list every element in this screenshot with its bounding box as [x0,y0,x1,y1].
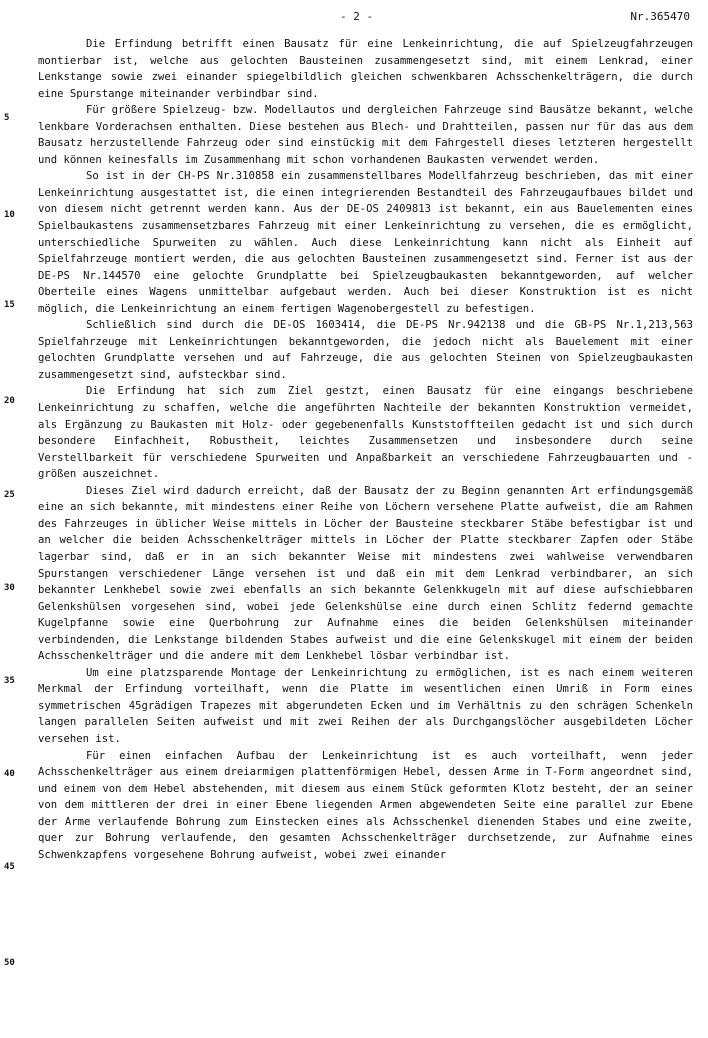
paragraph: Schließlich sind durch die DE-OS 1603414, die DE-PS Nr.942138 und die GB-PS Nr.1,213,563 Spielfahrzeuge mit Lenkeinrichtungen bekanntgeworden, die jedoch nicht als Bauelement mit einer gelochten Grundplatte versehen und auf Fahrzeuge, die aus gelochten Steinen von Spielzeugbaukasten zusammengesetzt sind, aufsteckbar sind. [38,319,693,381]
line-number: 20 [4,396,15,406]
line-number: 50 [4,958,15,968]
line-number: 40 [4,769,15,779]
line-number: 10 [4,210,15,220]
line-number: 45 [4,862,15,872]
line-number: 15 [4,300,15,310]
paragraph: Für einen einfachen Aufbau der Lenkeinrichtung ist es auch vorteilhaft, wenn jeder Achsschenkelträger aus einem dreiarmigen plattenförmigen Hebel, dessen Arme in T-Form angeordnet sind, und einem von dem Hebel abstehenden, mit diesem aus einem Stück geformten Klotz besteht, der an seiner von dem mittleren der drei in einer Ebene liegenden Armen abgewendeten Seite eine parallel zur Ebene der Arme verlaufende Bohrung zum Einstecken eines als Achsschenkel dienenden Stabes und eine zweite, quer zur Bohrung verlaufende, den gesamten Achsschenkelträger durchsetzende, zur Aufnahme eines Schwenkzapfens vorgesehene Bohrung aufweist, wobei zwei einander [38,749,693,861]
paragraph: Die Erfindung betrifft einen Bausatz für eine Lenkeinrichtung, die auf Spielzeugfahrzeugen montierbar ist, welche aus gelochten Bausteinen zusammengesetzt sind, mit einem Lenkrad, einer Lenkstange sowie zwei einander spiegelbildlich gleichen schwenkbaren Achsschenkelträgern, die durch eine Spurstange miteinander verbindbar sind. [38,38,693,100]
line-number: 30 [4,583,15,593]
paragraph: Dieses Ziel wird dadurch erreicht, daß der Bausatz der zu Beginn genannten Art erfindungsgemäß eine an sich bekannte, mit mindestens einer Reihe von Löchern versehene Platte aufweist, die am Rahmen des Fahrzeuges in üblicher Weise mittels in Löcher der Bausteine steckbarer Stäbe befestigbar ist und an welcher die beiden Achsschenkelträger mittels in Löcher der Platte steckbarer Zapfen oder Stäbe lagerbar sind, daß er in an sich bekannter Weise mit mindestens zwei wahlweise verwendbaren Spurstangen verschiedener Länge versehen ist und daß ein mit dem Lenkrad verbindbarer, an sich bekannter Lenkhebel sowie zwei ebenfalls an sich bekannte Gelenkkugeln mit auf diese aufschiebbaren Gelenkshülsen vorgesehen sind, wobei jede Gelenkshülse eine durch einen Schlitz federnd gemachte Kugelpfanne sowie eine Querbohrung zur Aufnahme eines die beiden Gelenkshülsen miteinander verbindenden, die Lenkstange bildenden Stabes aufweist und die eine Gelenkskugel mit einem der beiden Achsschenkelträger und die andere mit dem Lenkhebel lösbar verbindbar ist. [38,484,693,663]
line-number: 35 [4,676,15,686]
paragraph: Die Erfindung hat sich zum Ziel gestzt, einen Bausatz für eine eingangs beschriebene Lenkeinrichtung zu schaffen, welche die angeführten Nachteile der bekannten Konstruktion vermeidet, als Ergänzung zu Baukasten mit Holz- oder gegebenenfalls Kunststoffteilen gedacht ist und sich durch besondere Einfachheit, Robustheit, leichtes Zusammensetzen und insbesondere durch seine Verstellbarkeit für verschiedene Spurweiten und Anpaßbarkeit an verschiedene Fahrzeugbauarten und -größen auszeichnet. [38,385,693,481]
paragraph: So ist in der CH-PS Nr.310858 ein zusammenstellbares Modellfahrzeug beschrieben, das mit einer Lenkeinrichtung ausgestattet ist, die einen integrierenden Bestandteil des Fahrzeugaufbaues bildet und von diesem nicht getrennt werden kann. Aus der DE-OS 2409813 ist bekannt, ein aus Bauelementen eines Spielbaukastens zusammensetzbares Fahrzeug mit einer Lenkeinrichtung zu versehen, die es ermöglicht, unterschiedliche Spurweiten zu wählen. Auch diese Lenkeinrichtung kann nicht als Einheit auf Spielfahrzeuge montiert werden, die aus gelochten Bausteinen zusammengesetzt sind. Ferner ist aus der DE-PS Nr.144570 eine gelochte Grundplatte bei Spielzeugbaukasten bekanntgeworden, auf welcher Oberteile eines Wagens unmittelbar aufgebaut werden. Auch bei dieser Konstruktion ist es nicht möglich, die Lenkeinrichtung an einem fertigen Wagenobergestell zu befestigen. [38,170,693,315]
page-header [0,10,708,28]
paragraph: Um eine platzsparende Montage der Lenkeinrichtung zu ermöglichen, ist es nach einem weiteren Merkmal der Erfindung vorteilhaft, wenn die Platte im wesentlichen einen Umriß in Form eines symmetrischen 45grädigen Trapezes mit abgerundeten Ecken und im Verhältnis zu den schrägen Schenkeln langen parallelen Seiten aufweist und mit zwei Reihen der als Durchgangslöcher ausgebildeten Löcher versehen ist. [38,666,693,745]
page-number: - 2 - [340,10,374,23]
body-text [38,36,693,863]
document-number: Nr.365470 [630,10,690,23]
line-number: 25 [4,490,15,500]
line-number: 5 [4,113,10,123]
paragraph: Für größere Spielzeug- bzw. Modellautos und dergleichen Fahrzeuge sind Bausätze bekannt, welche lenkbare Vorderachsen enthalten. Diese bestehen aus Blech- und Drahtteilen, passen nur für das aus dem Bausatz herzustellende Fahrzeug oder sind einstückig mit dem Fahrgestell dieses letzteren hergestellt und können keinesfalls im Zusammenhang mit schon vorhandenen Baukasten verwendet werden. [38,104,693,166]
